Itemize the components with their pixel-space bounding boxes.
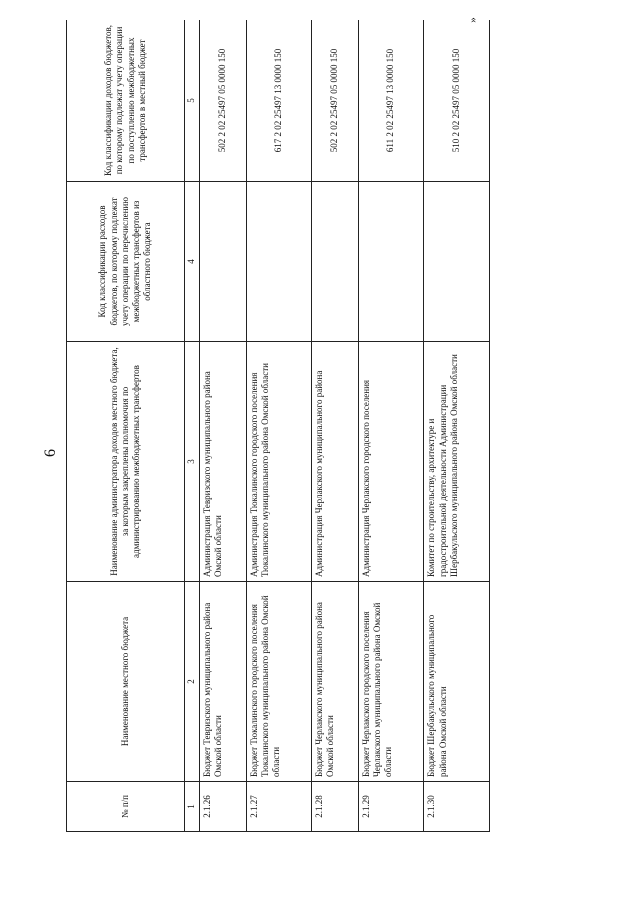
- budget-name: Бюджет Черлакского муниципального района Омской области: [312, 582, 359, 782]
- column-number: 3: [185, 342, 200, 582]
- administrator-name: Администрация Тевризского муниципального района Омской области: [200, 342, 247, 582]
- header-revenue-administrator: Наименование администратора доходов местного бюджета, за которым закреплены полномочия по администрированию межбюджетных трансфертов: [67, 342, 185, 582]
- header-income-code: Код классификации доходов бюджетов, по которому подлежат учету операции по поступлению межбюджетных трансфертов в местный бюджет: [67, 20, 185, 182]
- budget-name: Бюджет Тевризского муниципального района Омской области: [200, 582, 247, 782]
- budget-name: Бюджет Тюкалинского городского поселения Тюкалинского муниципального района Омской области: [246, 582, 312, 782]
- header-budget-name: Наименование местного бюджета: [67, 582, 185, 782]
- income-code: 611 2 02 25497 13 0000 150: [358, 20, 424, 182]
- row-number: 2.1.28: [312, 782, 359, 832]
- administrator-name: Администрация Черлакского муниципального района: [312, 342, 359, 582]
- administrator-name: Администрация Тюкалинского городского поселения Тюкалинского муниципального района Омской области: [246, 342, 312, 582]
- administrator-name: Комитет по строительству, архитектуре и градостроительной деятельности Администрации Шербакульского муниципального района Омской области: [424, 342, 490, 582]
- column-number: 2: [185, 582, 200, 782]
- column-number: 1: [185, 782, 200, 832]
- expense-code: [358, 182, 424, 342]
- table-row: [312, 20, 359, 832]
- header-index: № п/п: [67, 782, 185, 832]
- expense-code: [424, 182, 490, 342]
- column-number: 5: [185, 20, 200, 182]
- row-number: 2.1.27: [246, 782, 312, 832]
- income-code: 617 2 02 25497 13 0000 150: [246, 20, 312, 182]
- row-number: 2.1.30: [424, 782, 490, 832]
- expense-code: [246, 182, 312, 342]
- page-number: 6: [42, 449, 59, 457]
- table-row: [424, 20, 490, 832]
- table-row: [200, 20, 247, 832]
- income-code: 502 2 02 25497 05 0000 150: [200, 20, 247, 182]
- budget-name: Бюджет Черлакского городского поселения Черлакского муниципального района Омской области: [358, 582, 424, 782]
- budget-transfers-table: [66, 20, 490, 832]
- column-number: 4: [185, 182, 200, 342]
- expense-code: [200, 182, 247, 342]
- table-row: [358, 20, 424, 832]
- budget-name: Бюджет Шербакульского муниципального района Омской области: [424, 582, 490, 782]
- row-number: 2.1.29: [358, 782, 424, 832]
- expense-code: [312, 182, 359, 342]
- rotated-table-sheet: [66, 20, 490, 832]
- administrator-name: Администрация Черлакского городского поселения: [358, 342, 424, 582]
- table-row: [246, 20, 312, 832]
- header-expense-code: Код классификации расходов бюджетов, по которому подлежат учету операции по перечислению межбюджетных трансфертов из областного бюджета: [67, 182, 185, 342]
- row-number: 2.1.26: [200, 782, 247, 832]
- continuation-mark: »: [466, 17, 479, 23]
- income-code: 510 2 02 25497 05 0000 150: [424, 20, 490, 182]
- income-code: 502 2 02 25497 05 0000 150: [312, 20, 359, 182]
